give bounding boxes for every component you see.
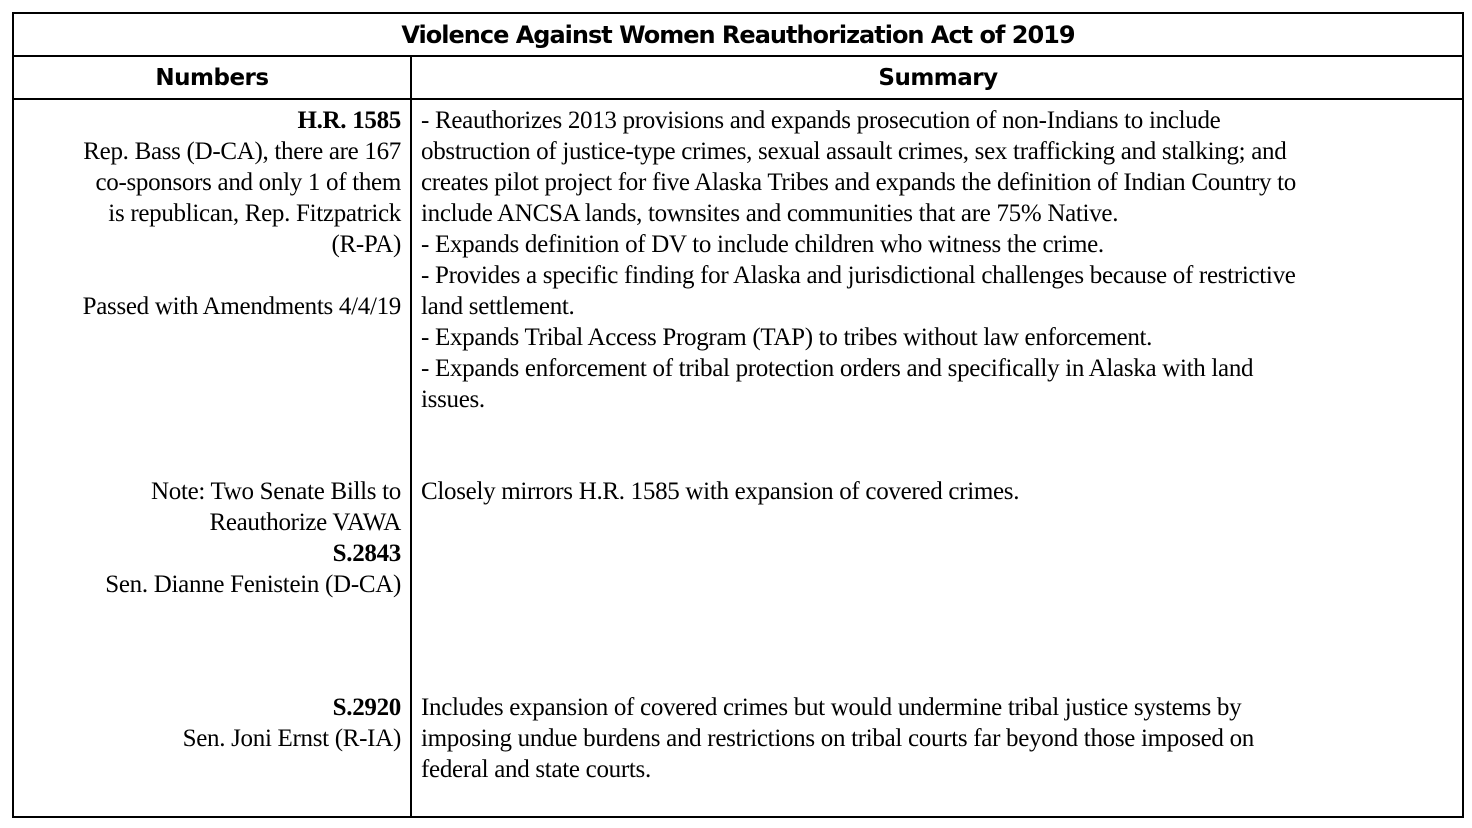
- summary-line: Includes expansion of covered crimes but would undermine tribal justice systems by: [421, 694, 1242, 721]
- summary-line: - Reauthorizes 2013 provisions and expands prosecution of non-Indians to include: [421, 107, 1221, 134]
- bill-status: Passed with Amendments 4/4/19: [82, 293, 401, 320]
- sponsor-line: (R-PA): [331, 231, 401, 258]
- summary-line: Closely mirrors H.R. 1585 with expansion of covered crimes.: [421, 478, 1020, 505]
- table-header-row: [14, 57, 1462, 100]
- sponsor-line: Sen. Joni Ernst (R-IA): [182, 725, 401, 752]
- summary-line: land settlement.: [421, 293, 575, 320]
- row-hr1585-numbers: [14, 105, 401, 322]
- summary-line: - Provides a specific finding for Alaska and jurisdictional challenges because of restrictive: [421, 262, 1296, 289]
- bill-number: H.R. 1585: [297, 107, 401, 134]
- bill-number: S.2920: [332, 694, 401, 721]
- note-line: Reauthorize VAWA: [209, 509, 401, 536]
- summary-line: creates pilot project for five Alaska Tribes and expands the definition of Indian Country to: [421, 169, 1296, 196]
- sponsor-line: Rep. Bass (D-CA), there are 167: [83, 138, 401, 165]
- summary-line: federal and state courts.: [421, 756, 651, 783]
- summary-line: issues.: [421, 386, 485, 413]
- summary-line: include ANCSA lands, townsites and communities that are 75% Native.: [421, 200, 1119, 227]
- summary-line: - Expands enforcement of tribal protection orders and specifically in Alaska with land: [421, 355, 1254, 382]
- sponsor-line: co-sponsors and only 1 of them: [95, 169, 401, 196]
- column-header-numbers: Numbers: [155, 64, 269, 91]
- sponsor-line: is republican, Rep. Fitzpatrick: [108, 200, 401, 227]
- row-s2920-numbers: [14, 692, 401, 754]
- summary-line: imposing undue burdens and restrictions on tribal courts far beyond those imposed on: [421, 725, 1254, 752]
- column-divider: [410, 57, 412, 816]
- row-hr1585-summary: [421, 105, 1461, 415]
- bill-number: S.2843: [332, 540, 401, 567]
- table-title: [14, 14, 1462, 57]
- summary-line: - Expands definition of DV to include children who witness the crime.: [421, 231, 1104, 258]
- bill-comparison-table: [12, 12, 1464, 818]
- row-s2843-summary: [421, 476, 1461, 507]
- column-header-summary: Summary: [878, 64, 998, 91]
- summary-line: - Expands Tribal Access Program (TAP) to tribes without law enforcement.: [421, 324, 1153, 351]
- row-s2843-numbers: [14, 476, 401, 600]
- row-s2920-summary: [421, 692, 1461, 785]
- summary-line: obstruction of justice-type crimes, sexual assault crimes, sex trafficking and stalking; and: [421, 138, 1287, 165]
- sponsor-line: Sen. Dianne Fenistein (D-CA): [105, 571, 401, 598]
- spacer-line: [14, 260, 401, 291]
- note-line: Note: Two Senate Bills to: [151, 478, 401, 505]
- table-title-text: Violence Against Women Reauthorization Act of 2019: [401, 20, 1075, 49]
